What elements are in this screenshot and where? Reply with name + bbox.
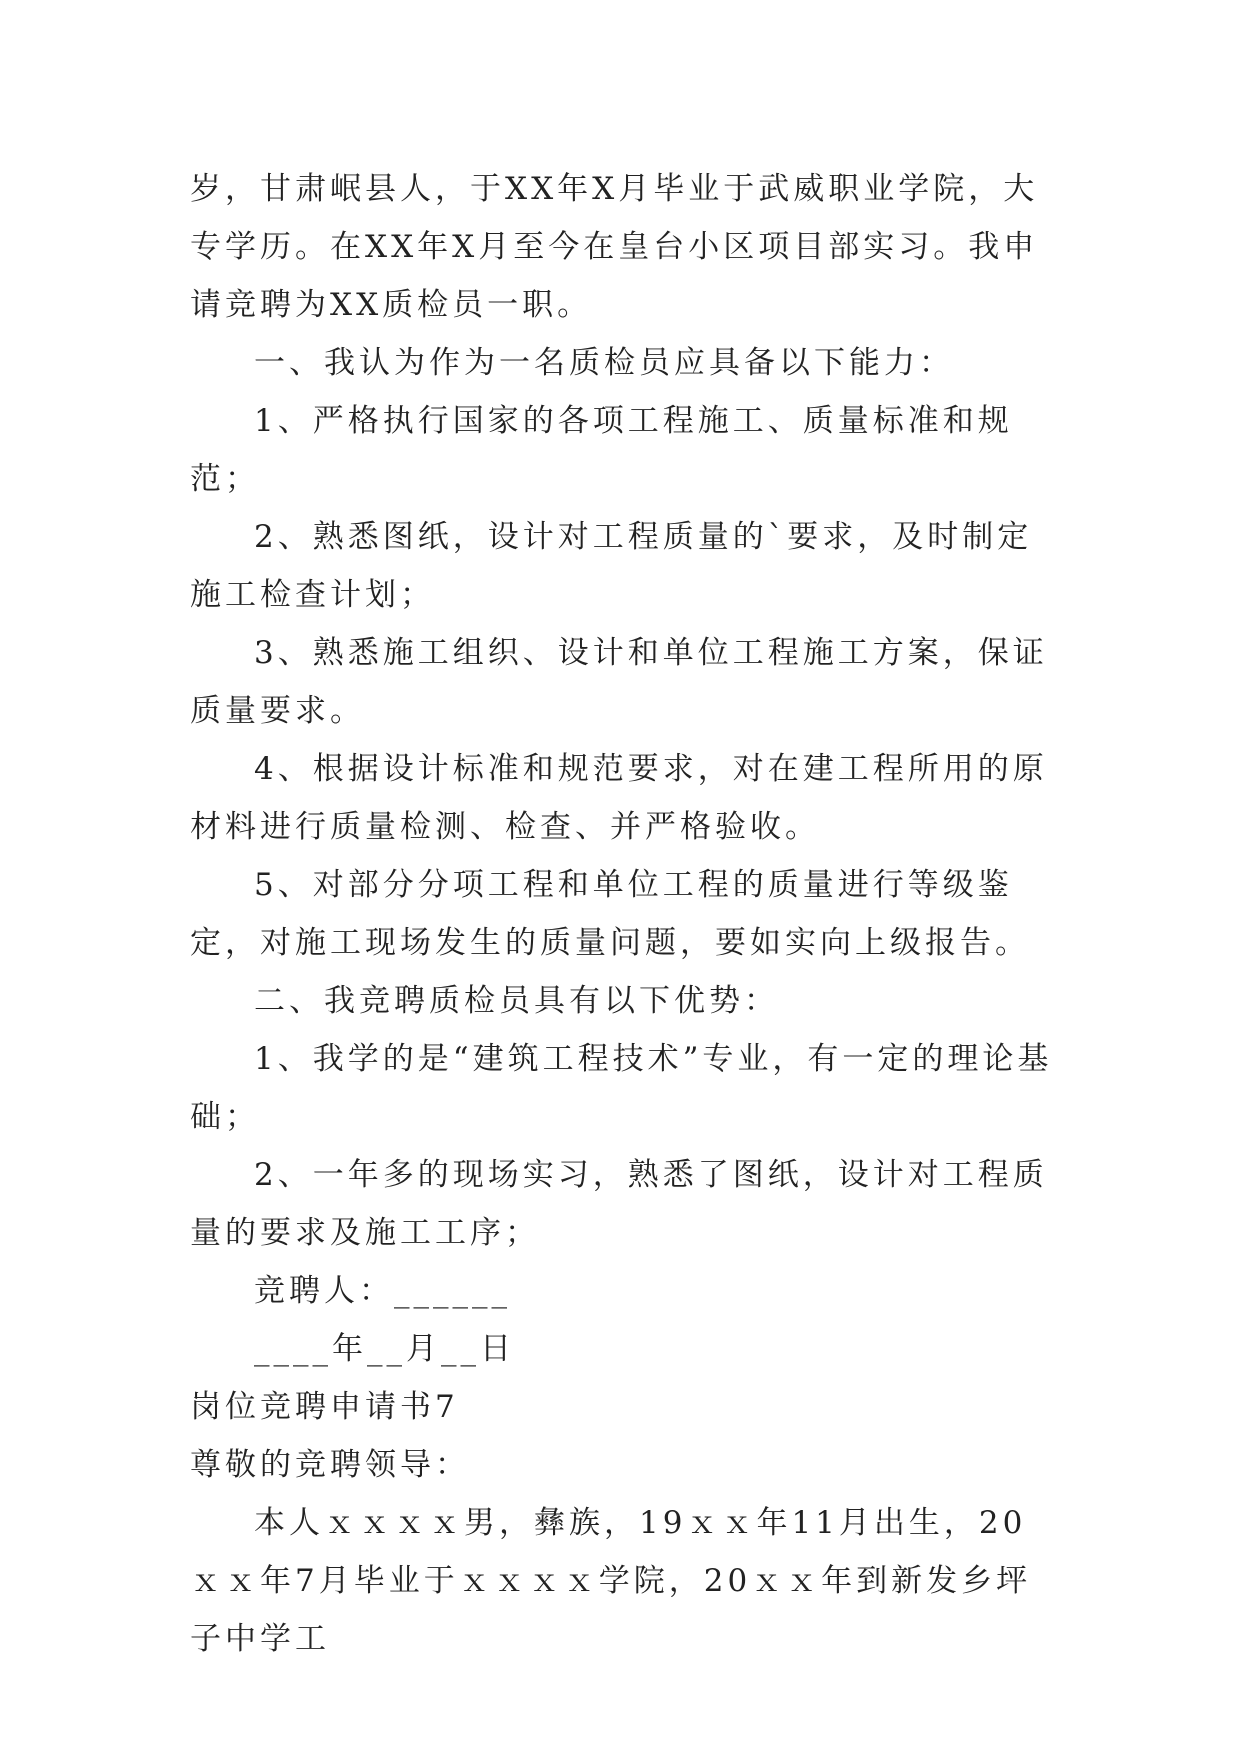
signature-applicant: 竞聘人：______ <box>254 1273 511 1309</box>
list-item: 1、我学的是“建筑工程技术”专业，有一定的理论基础； <box>190 1041 1053 1135</box>
list-item: 2、一年多的现场实习，熟悉了图纸，设计对工程质量的要求及施工工序； <box>190 1157 1048 1251</box>
list-item: 1、严格执行国家的各项工程施工、质量标准和规范； <box>190 403 1013 497</box>
section-heading-advantages: 二、我竞聘质检员具有以下优势： <box>254 983 779 1019</box>
next-document-title: 岗位竞聘申请书7 <box>190 1389 459 1425</box>
signature-date: ____年__月__日 <box>254 1331 515 1367</box>
paragraph-next-body: 本人ｘｘｘｘ男，彝族，19ｘｘ年11月出生，20ｘｘ年7月毕业于ｘｘｘｘ学院，20ｘｘ年到新发乡坪子中学工 <box>190 1505 1032 1657</box>
list-item: 3、熟悉施工组织、设计和单位工程施工方案，保证质量要求。 <box>190 635 1048 729</box>
list-item: 5、对部分分项工程和单位工程的质量进行等级鉴定，对施工现场发生的质量问题，要如实向上级报告。 <box>190 867 1030 961</box>
list-item: 4、根据设计标准和规范要求，对在建工程所用的原材料进行质量检测、检查、并严格验收。 <box>190 751 1048 845</box>
salutation: 尊敬的竞聘领导： <box>190 1447 470 1483</box>
list-item: 2、熟悉图纸，设计对工程质量的`要求，及时制定施工检查计划； <box>190 519 1033 613</box>
document-body <box>190 160 1060 1668</box>
paragraph-intro: 岁，甘肃岷县人，于XX年X月毕业于武威职业学院，大专学历。在XX年X月至今在皇台小区项目部实习。我申请竞聘为XX质检员一职。 <box>190 171 1039 323</box>
section-heading-abilities: 一、我认为作为一名质检员应具备以下能力： <box>254 345 954 381</box>
